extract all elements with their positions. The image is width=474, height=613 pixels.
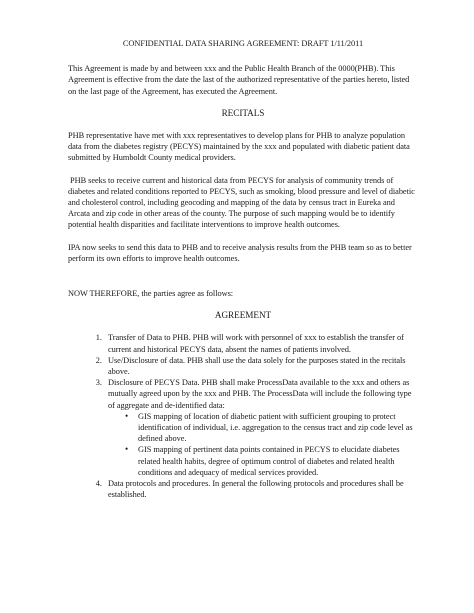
document-page — [68, 38, 418, 501]
sub-bullet-list — [108, 411, 418, 478]
spacer — [68, 321, 418, 332]
sub-bullet-item — [138, 444, 418, 478]
recitals-heading: RECITALS — [221, 107, 265, 118]
agreement-item — [104, 377, 418, 478]
spacer — [68, 49, 418, 63]
recital-paragraph: PHB representative have met with xxx representatives to develop plans for PHB to analyze population data from the diabetes registry (PECYS) maintained by the xxx and populated with diabetic patient data submitted by Humboldt County medical providers. — [68, 131, 410, 163]
spacer — [68, 264, 418, 288]
agreement-item-text: Disclosure of PECYS Data. PHB shall make ProcessData available to the xxx and others as mutually agreed upon by the xxx and PHB. The ProcessData will include the following type of aggregate and de-identified data: — [108, 378, 412, 410]
spacer — [68, 119, 418, 130]
agreement-item — [104, 478, 418, 500]
agreement-list — [68, 332, 418, 500]
agreement-item — [104, 355, 418, 377]
agreement-item-text: Data protocols and procedures. In general the following protocols and procedures shall be established. — [108, 479, 404, 500]
agreement-item-text: Use/Disclosure of data. PHB shall use the data solely for the purposes stated in the recitals above. — [108, 355, 406, 377]
spacer — [68, 164, 418, 175]
spacer — [68, 97, 418, 108]
sub-bullet-text: GIS mapping of location of diabetic patient with sufficient grouping to protect identification of individual, i.e. aggregation to the census tract and zip code level as defined above. — [138, 411, 413, 444]
agreement-item — [104, 332, 418, 354]
spacer — [68, 299, 418, 310]
recital-paragraph: PHB seeks to receive current and historical data from PECYS for analysis of community trends of diabetes and related conditions reported to PECYS, such as smoking, blood pressure and level of diabetic and cholesterol control, including geocoding and mapping of the data by census tract in Eureka and Arcata and zip code in other areas of the county. The purpose of such mapping would be to identify potential health disparities and facilitate interventions to improve health outcomes. — [68, 175, 417, 230]
document-title: CONFIDENTIAL DATA SHARING AGREEMENT: DRAFT 1/11/2011 — [122, 39, 364, 48]
intro-paragraph: This Agreement is made by and between xxx and the Public Health Branch of the 0000(PHB). This Agreement is effective from the date the last of the authorized representative of the parties hereto, listed on the last page of the Agreement, has executed the Agreement. — [68, 64, 410, 96]
sub-bullet-text: GIS mapping of pertinent data points contained in PECYS to elucidate diabetes related health habits, degree of optimum control of diabetes and related health conditions and adequacy of medical services provided. — [138, 445, 400, 477]
recital-paragraph: IPA now seeks to send this data to PHB and to receive analysis results from the PHB team so as to better perform its own efforts to improve health outcomes. — [68, 242, 412, 263]
agreement-heading: AGREEMENT — [214, 310, 272, 321]
sub-bullet-item — [138, 411, 418, 445]
agreement-item-text: Transfer of Data to PHB. PHB will work with personnel of xxx to establish the transfer of current and historical PECYS data, absent the names of patients involved. — [108, 333, 404, 354]
now-therefore-line: NOW THEREFORE, the parties agree as follows: — [68, 289, 234, 299]
spacer — [68, 231, 418, 242]
